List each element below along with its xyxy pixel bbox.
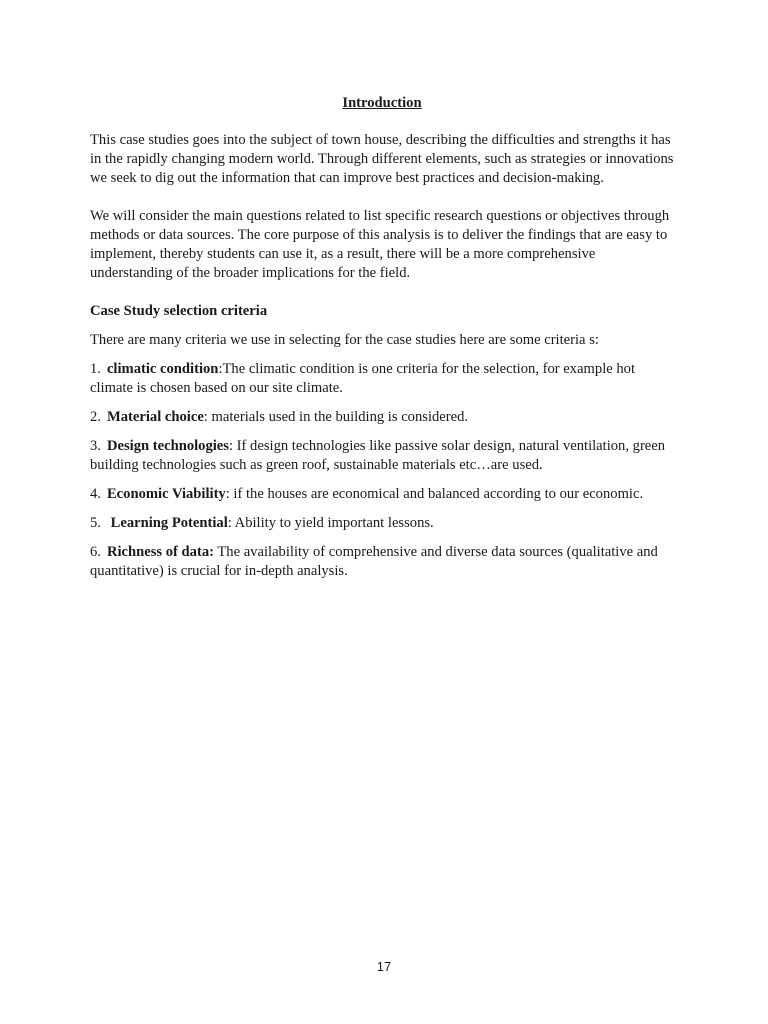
page-content: [90, 94, 674, 591]
criteria-text: : If design technologies like passive solar design, natural ventilation, green building technologies such as green roof, sustainable materials etc…are used.: [90, 438, 666, 473]
intro-paragraph-1: This case studies goes into the subject of town house, describing the difficulties and strengths it has in the rapidly changing modern world. Through different elements, such as strategies or innovations we seek to dig out the information that can improve best practices and decision-making.: [90, 132, 674, 186]
criteria-term: Learning Potential: [110, 515, 228, 531]
criteria-number: 1.: [90, 361, 101, 377]
page-title: Introduction: [342, 95, 422, 111]
criteria-text: : materials used in the building is considered.: [203, 409, 469, 425]
criteria-number: 3.: [90, 438, 101, 454]
criteria-number: 4.: [90, 486, 101, 502]
criteria-term: Design technologies: [106, 438, 229, 454]
criteria-list: [90, 360, 674, 581]
section-heading: Case Study selection criteria: [90, 303, 268, 319]
criteria-text: : if the houses are economical and balanced according to our economic.: [225, 486, 644, 502]
criteria-text: The availability of comprehensive and diverse data sources (qualitative and quantitative) is crucial for in-depth analysis.: [90, 544, 658, 579]
criteria-text: :The climatic condition is one criteria for the selection, for example hot climate is chosen based on our site climate.: [90, 361, 636, 396]
criteria-item: [90, 360, 674, 398]
criteria-item: [90, 408, 674, 427]
criteria-item: [90, 543, 674, 581]
criteria-item: [90, 485, 674, 504]
criteria-item: [90, 437, 674, 475]
criteria-number: 6.: [90, 544, 101, 560]
criteria-term: Richness of data:: [106, 544, 214, 560]
criteria-term: Economic Viability: [106, 486, 226, 502]
page-number: 17: [376, 959, 392, 974]
criteria-term: climatic condition: [106, 361, 219, 377]
section-intro: There are many criteria we use in selecting for the case studies here are some criteria s:: [90, 332, 599, 348]
criteria-term: Material choice: [106, 409, 204, 425]
criteria-text: : Ability to yield important lessons.: [227, 515, 434, 531]
criteria-item: [90, 514, 674, 533]
intro-paragraph-2: We will consider the main questions related to list specific research questions or objectives through methods or data sources. The core purpose of this analysis is to deliver the findings that are easy to implement, thereby students can use it, as a result, there will be a more comprehensive understanding of the broader implications for the field.: [90, 208, 670, 281]
criteria-number: 2.: [90, 409, 101, 425]
criteria-number: 5.: [90, 515, 101, 531]
